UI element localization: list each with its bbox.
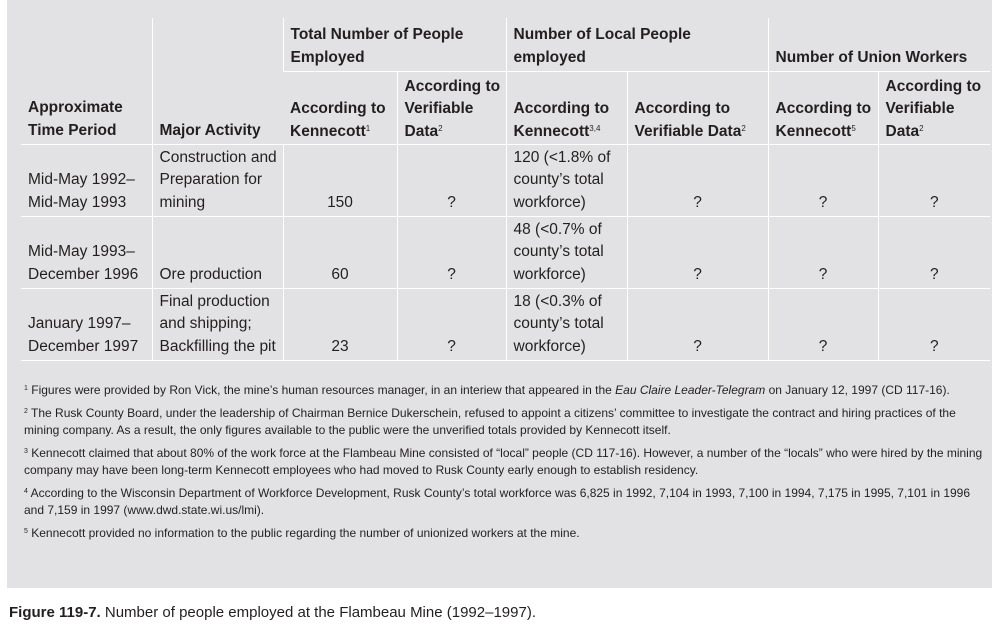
footnote-text: Kennecott claimed that about 80% of the work force at the Flambeau Mine consisted of “local” people (CD 117-16). However, a number of the “locals” who were hired by the mining company may have been long-term Kennecott employees who had moved to Rusk County early enough to establish residency. [24,446,983,477]
footnote-text: Kennecott provided no information to the public regarding the number of unionized workers at the mine. [31,526,580,540]
header-total-verifiable [397,72,506,145]
footnote-number: 5 [24,528,28,535]
footnote-marker: 2 [741,123,746,133]
cell-union-verifiable: ? [878,145,990,217]
header-local-kennecott [506,72,627,145]
footnote-number: 1 [24,385,28,392]
caption-text: Number of people employed at the Flambeau Mine (1992–1997). [100,604,536,621]
header-label: According to Verifiable Data [404,77,501,140]
header-label: According to Kennecott [775,100,872,140]
footnote-marker: 5 [851,123,856,133]
footnote [24,405,988,439]
header-group-row [21,18,990,72]
footnote [24,445,988,479]
cell-local-verifiable: ? [627,289,768,361]
cell-activity: Construction and Preparation for mining [152,145,283,217]
cell-union-kennecott: ? [768,217,878,289]
cell-total-kennecott: 23 [283,289,397,361]
header-period: Approximate Time Period [21,18,152,145]
header-total-kennecott [283,72,397,145]
cell-total-kennecott: 60 [283,217,397,289]
cell-union-verifiable: ? [878,217,990,289]
cell-total-kennecott: 150 [283,145,397,217]
table-row [21,217,990,289]
cell-activity: Ore production [152,217,283,289]
footnote-text: According to the Wisconsin Department of Workforce Development, Rusk County’s total workforce was 6,825 in 1992, 7,104 in 1993, 7,100 in 1994, 7,175 in 1995, 7,101 in 1996 and 7,159 in 1997 (www.dwd.state.wi.us/lmi). [24,486,971,517]
cell-local-verifiable: ? [627,217,768,289]
footnote-text: on January 12, 1997 (CD 117-16). [765,383,950,397]
figure-caption [9,603,536,623]
footnote-text: Figures were provided by Ron Vick, the mine’s human resources manager, in an interiew that appeared in the [31,383,616,397]
footnote-number: 3 [24,448,28,455]
cell-union-verifiable: ? [878,289,990,361]
cell-local-kennecott: 18 (<0.3% of county’s total workforce) [506,289,627,361]
footnote [24,382,988,399]
header-local-verifiable [627,72,768,145]
header-label: According to Kennecott [513,100,610,140]
cell-total-verifiable: ? [397,289,506,361]
header-label: According to Kennecott [290,100,386,140]
header-group-union: Number of Union Workers [768,18,990,72]
cell-total-verifiable: ? [397,145,506,217]
cell-union-kennecott: ? [768,145,878,217]
footnote [24,485,988,519]
footnote-marker: 1 [365,123,371,133]
figure-panel [7,0,992,588]
header-label: According to Verifiable Data [885,77,982,140]
footnote-text: The Rusk County Board, under the leadership of Chairman Bernice Dukerschein, refused to appoint a citizens’ committee to investigate the contract and hiring practices of the mining company. As a result, the only figures available to the public were the unverified totals provided by Kennecott itself. [24,406,956,437]
table-row [21,145,990,217]
cell-local-kennecott: 120 (<1.8% of county’s total workforce) [506,145,627,217]
cell-period: Mid-May 1992–Mid-May 1993 [21,145,152,217]
header-group-total: Total Number of People Employed [283,18,506,72]
footnote-marker: 3,4 [589,123,601,133]
header-activity: Major Activity [152,18,283,145]
header-union-verifiable [878,72,990,145]
cell-local-kennecott: 48 (<0.7% of county’s total workforce) [506,217,627,289]
footnote [24,525,988,542]
cell-total-verifiable: ? [397,217,506,289]
footnote-number: 4 [24,488,28,495]
footnote-marker: 2 [438,123,443,133]
cell-union-kennecott: ? [768,289,878,361]
header-union-kennecott [768,72,878,145]
footnote-marker: 2 [919,123,924,133]
figure-label: Figure 119-7. [9,604,101,621]
publication-title: Eau Claire Leader-Telegram [615,383,766,397]
header-label: According to Verifiable Data [634,100,742,140]
table-row [21,289,990,361]
footnotes [24,382,988,548]
cell-local-verifiable: ? [627,145,768,217]
header-group-local: Number of Local People employed [506,18,768,72]
cell-period: Mid-May 1993–December 1996 [21,217,152,289]
cell-period: January 1997–December 1997 [21,289,152,361]
cell-activity: Final production and shipping; Backfilling the pit [152,289,283,361]
footnote-number: 2 [24,408,28,415]
employment-table [21,18,990,361]
